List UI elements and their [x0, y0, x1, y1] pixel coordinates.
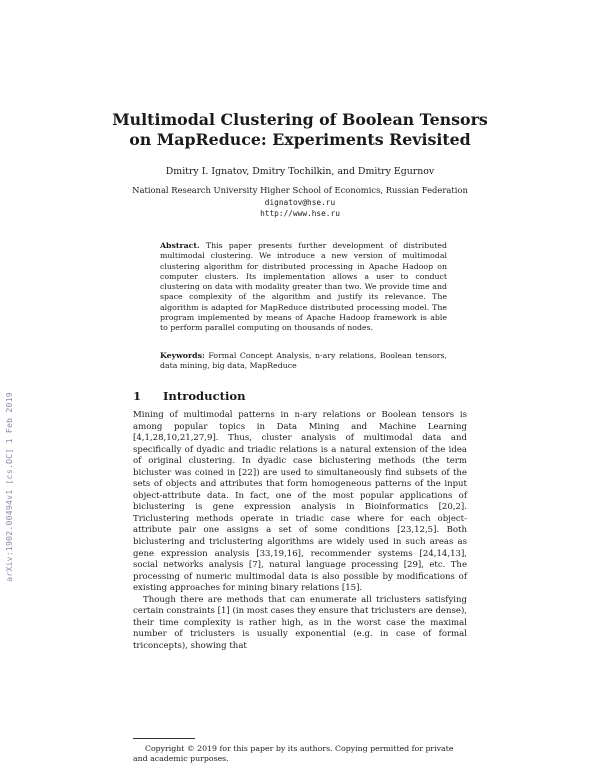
email-link[interactable]: dignatov@hse.ru: [264, 197, 336, 207]
footnote-rule: [133, 738, 195, 739]
section-title: Introduction: [163, 389, 246, 403]
copyright-footnote: Copyright © 2019 for this paper by its authors. Copying permitted for private and academic purposes.: [133, 744, 454, 764]
arxiv-identifier: [2, 367, 16, 607]
website-link[interactable]: http://www.hse.ru: [260, 209, 340, 218]
introduction-body: [133, 410, 467, 652]
section-number: 1: [133, 389, 142, 403]
paragraph: Though there are methods that can enumerate all triclusters satisfying certain constraints [1] (in most cases they ensure that triclusters are dense), their time complexity is rather high, as in the worst case the maximal number of triclusters is usually exponential (e.g. in case of formal triconcepts), showing that: [133, 594, 467, 651]
abstract-text: This paper presents further development of distributed multimodal clustering. We introduce a new version of multimodal clustering algorithm for distributed processing in Apache Hadoop on computer clusters. Its implementation allows a user to conduct clustering on data with modality greater than two. We provide time and space complexity of the algorithm and justify its relevance. The algorithm is adapted for MapReduce distributed processing model. The program implemented by means of Apache Hadoop framework is able to perform parallel computing on thousands of nodes.: [160, 241, 448, 333]
keywords-text: Formal Concept Analysis, n-ary relations, Boolean tensors, data mining, big data, MapReduce: [160, 351, 447, 371]
paragraph: Mining of multimodal patterns in n-ary relations or Boolean tensors is among popular topics in Data Mining and Machine Learning [4,1,28,10,21,27,9]. Thus, cluster analysis of multimodal data and specifically of dyadic and triadic relations is a natural extension of the idea of original clustering. In dyadic case biclustering methods (the term bicluster was coined in [22]) are used to simultaneously find subsets of the sets of objects and attributes that form homogeneous patterns of the input object-attribute data. In fact, one of the most popular applications of biclustering is gene expression analysis in Bioinformatics [20,2]. Triclustering methods operate in triadic case where for each object-attribute pair one assigns a set of some conditions [23,12,5]. Both biclustering and triclustering algorithms are widely used in such areas as gene expression analysis [33,19,16], recommender systems [24,14,13], social networks analysis [7], natural language processing [29], etc. The processing of numeric multimodal data is also possible by modifications of existing approaches for mining binary relations [15].: [133, 410, 467, 594]
keywords-label: Keywords:: [160, 351, 205, 360]
abstract-label: Abstract.: [160, 241, 200, 250]
keywords: [160, 351, 447, 372]
section-heading: [133, 389, 246, 403]
author-list: Dmitry I. Ignatov, Dmitry Tochilkin, and Dmitry Egurnov: [165, 166, 435, 177]
paper-title: Multimodal Clustering of Boolean Tensors on MapReduce: Experiments Revisited: [112, 110, 488, 149]
arxiv-identifier-text: arXiv:1902.00494v1 [cs.DC] 1 Feb 2019: [4, 392, 15, 582]
affiliation-block: [100, 185, 500, 220]
institution: National Research University Higher School of Economics, Russian Federation: [132, 185, 468, 195]
abstract: [160, 241, 447, 334]
